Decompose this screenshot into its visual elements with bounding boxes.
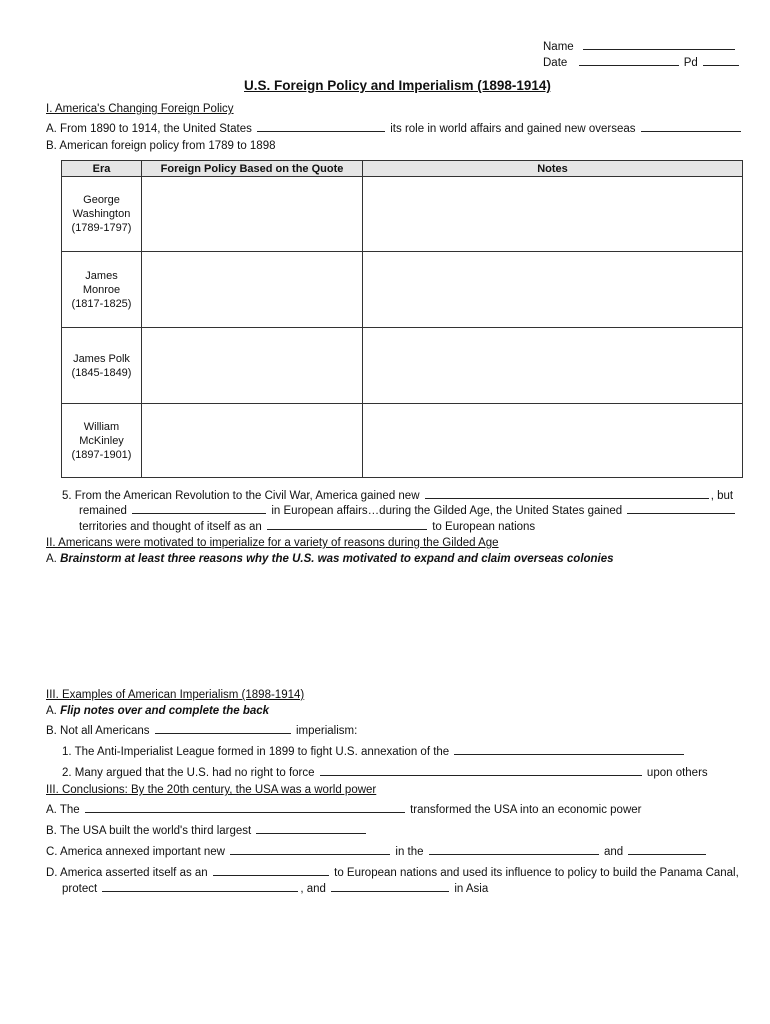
section-3-a-text: Flip notes over and complete the back: [60, 705, 270, 717]
section-4-c-suffix: and: [603, 846, 624, 858]
section-1-line-a: [46, 119, 743, 135]
era-line: Monroe: [82, 283, 121, 296]
section-4-d-prefix: D. America asserted itself as an: [46, 867, 208, 879]
table-row: [62, 404, 743, 478]
section-4-a-suffix: transformed the USA into an economic power: [410, 804, 642, 816]
blank-3-1[interactable]: [454, 742, 684, 755]
section-3-item-1: [62, 742, 686, 758]
table-row: [62, 177, 743, 252]
era-line: McKinley: [79, 434, 124, 447]
item-5-line-3: [79, 517, 535, 533]
section-3-item-2-suffix: upon others: [646, 767, 708, 779]
table-row: [62, 328, 743, 404]
section-4-c-prefix: C. America annexed important new: [46, 846, 225, 858]
section-4-line-a: [46, 800, 641, 816]
table-row: [62, 252, 743, 328]
date-field[interactable]: [579, 53, 679, 66]
name-label: Name: [543, 41, 574, 53]
blank-4c1[interactable]: [230, 842, 390, 855]
section-4-a-prefix: A. The: [46, 804, 80, 816]
section-3-a-label: A.: [46, 705, 57, 717]
section-4-line-e: [62, 879, 488, 895]
era-line: James: [85, 269, 118, 282]
era-line: (1845-1849): [71, 366, 132, 379]
section-4-line-b: [46, 821, 368, 837]
item-5-suffix: , but: [710, 490, 734, 502]
item-5-line-2-prefix: remained: [79, 505, 127, 517]
pd-field[interactable]: [703, 53, 739, 66]
header-notes: Notes: [363, 161, 743, 177]
date-label: Date: [543, 57, 568, 69]
era-cell: [62, 404, 142, 478]
line-a-prefix: A. From 1890 to 1914, the United States: [46, 123, 252, 135]
blank-4d[interactable]: [213, 863, 329, 876]
section-4-line-d: [46, 863, 739, 879]
section-4-b-prefix: B. The USA built the world's third largest: [46, 825, 252, 837]
section-3-heading: III. Examples of American Imperialism (1898-1914): [46, 689, 305, 701]
page-title: U.S. Foreign Policy and Imperialism (1898-1914): [244, 78, 551, 93]
item-5-line-1: [62, 486, 733, 502]
section-1-heading: I. America's Changing Foreign Policy: [46, 103, 234, 115]
blank-4e2[interactable]: [331, 879, 449, 892]
section-2-line-a: [46, 553, 614, 565]
era-cell: [62, 177, 142, 252]
policy-cell[interactable]: [142, 252, 363, 328]
blank-3-2[interactable]: [320, 763, 642, 776]
era-line: Washington: [72, 208, 131, 220]
date-row: [543, 53, 741, 69]
section-2-heading: II. Americans were motivated to imperialize for a variety of reasons during the Gilded Age: [46, 537, 499, 549]
era-cell: [62, 328, 142, 404]
notes-cell[interactable]: [363, 177, 743, 252]
section-4-e-prefix: protect: [62, 883, 98, 895]
section-3-b-suffix: imperialism:: [295, 725, 358, 737]
section-2-a-label: A.: [46, 553, 57, 565]
section-4-heading: III. Conclusions: By the 20th century, the USA was a world power: [46, 784, 377, 796]
blank-4c2[interactable]: [429, 842, 599, 855]
section-3-item-2-prefix: 2. Many argued that the U.S. had no right to force: [62, 767, 315, 779]
blank-5d[interactable]: [267, 517, 427, 530]
item-5-prefix: 5. From the American Revolution to the Civil War, America gained new: [62, 490, 420, 502]
blank-5b[interactable]: [132, 501, 266, 514]
blank-3b[interactable]: [155, 721, 291, 734]
section-4-e-middle: , and: [300, 883, 326, 895]
era-line: George: [83, 194, 120, 206]
name-field[interactable]: [583, 37, 735, 50]
section-4-c-middle: in the: [395, 846, 424, 858]
notes-cell[interactable]: [363, 328, 743, 404]
era-line: (1817-1825): [71, 297, 132, 310]
table-header-row: [62, 161, 743, 177]
section-1-line-b: B. American foreign policy from 1789 to 1898: [46, 140, 276, 152]
policy-cell[interactable]: [142, 328, 363, 404]
era-line: James Polk: [73, 352, 130, 365]
header-policy: Foreign Policy Based on the Quote: [142, 161, 363, 177]
item-5-line-2-middle: in European affairs…during the Gilded Age, the United States gained: [271, 505, 623, 517]
era-cell: [62, 252, 142, 328]
section-3-b-prefix: B. Not all Americans: [46, 725, 150, 737]
blank-4e1[interactable]: [102, 879, 298, 892]
section-4-d-suffix: to European nations and used its influence to policy to build the Panama Canal,: [334, 867, 739, 879]
section-3-line-a: [46, 705, 269, 717]
blank-5a[interactable]: [425, 486, 709, 499]
era-table: [61, 160, 743, 478]
header-era: Era: [62, 161, 142, 177]
section-3-line-b: [46, 721, 357, 737]
era-line: (1897-1901): [71, 448, 132, 461]
blank-4a[interactable]: [85, 800, 405, 813]
section-4-e-suffix: in Asia: [454, 883, 489, 895]
blank-5c[interactable]: [627, 501, 735, 514]
blank-a2[interactable]: [641, 119, 741, 132]
name-row: [543, 37, 737, 53]
line-a-middle: its role in world affairs and gained new overseas: [390, 123, 636, 135]
item-5-line-3-suffix: to European nations: [432, 521, 536, 533]
notes-cell[interactable]: [363, 404, 743, 478]
era-line: (1789-1797): [71, 222, 132, 234]
section-4-line-c: [46, 842, 708, 858]
section-3-item-2: [62, 763, 708, 779]
blank-a1[interactable]: [257, 119, 385, 132]
section-2-a-text: Brainstorm at least three reasons why the U.S. was motivated to expand and claim overseas colonies: [60, 553, 614, 565]
blank-4c3[interactable]: [628, 842, 706, 855]
pd-label: Pd: [683, 57, 698, 69]
notes-cell[interactable]: [363, 252, 743, 328]
era-line: William: [83, 420, 120, 433]
item-5-line-2: [79, 501, 737, 517]
section-3-item-1-text: 1. The Anti-Imperialist League formed in 1899 to fight U.S. annexation of the: [62, 746, 450, 758]
blank-4b[interactable]: [256, 821, 366, 834]
policy-cell[interactable]: [142, 404, 363, 478]
policy-cell[interactable]: [142, 177, 363, 252]
item-5-line-3-prefix: territories and thought of itself as an: [79, 521, 262, 533]
